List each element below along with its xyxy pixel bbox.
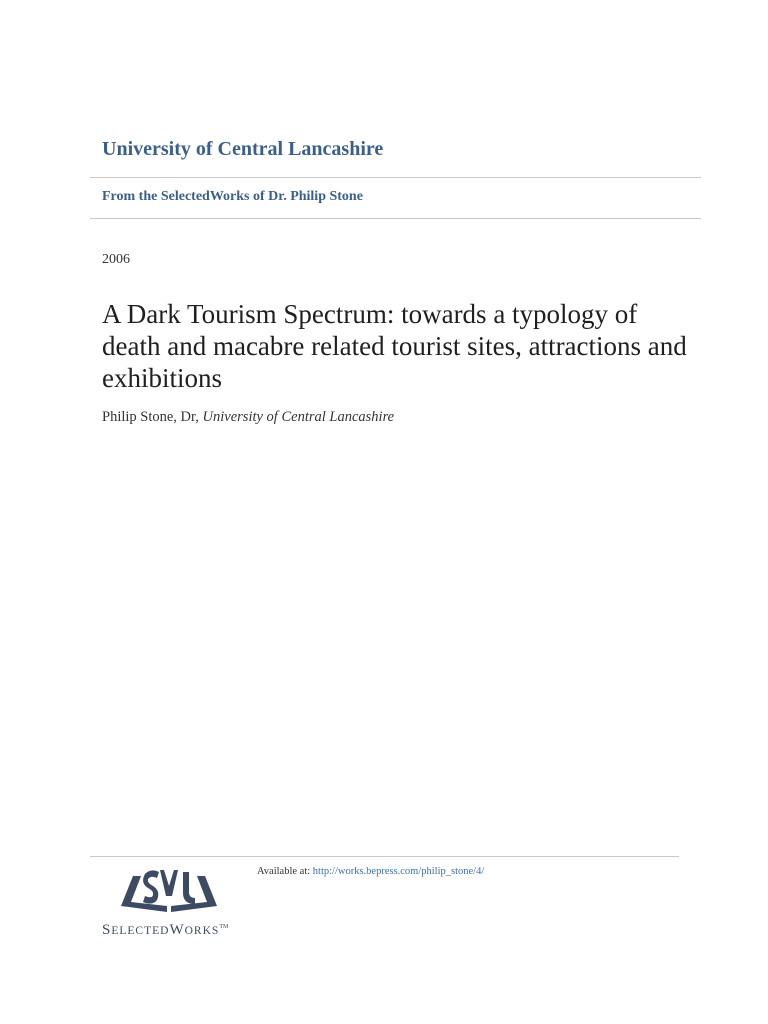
divider	[90, 177, 701, 178]
author-affiliation: University of Central Lancashire	[202, 409, 395, 425]
article-title: A Dark Tourism Spectrum: towards a typology of death and macabre related tourist sites, attractions and exhibitions	[102, 299, 687, 393]
divider	[90, 218, 701, 219]
available-at	[257, 866, 484, 877]
available-label: Available at:	[257, 866, 311, 877]
footer-divider	[90, 856, 679, 857]
author-line: Philip Stone, Dr, University of Central Lancashire	[102, 409, 395, 425]
collection-link[interactable]: From the SelectedWorks of Dr. Philip Stone	[102, 189, 363, 204]
source-url-link[interactable]: http://works.bepress.com/philip_stone/4/	[312, 866, 485, 877]
open-book-logo-icon	[117, 866, 221, 921]
selectedworks-wordmark: SELECTEDWORKS™	[102, 922, 229, 938]
institution-name[interactable]: University of Central Lancashire	[102, 138, 384, 160]
publication-year: 2006	[102, 252, 130, 267]
author-name: Philip Stone, Dr	[102, 409, 196, 425]
